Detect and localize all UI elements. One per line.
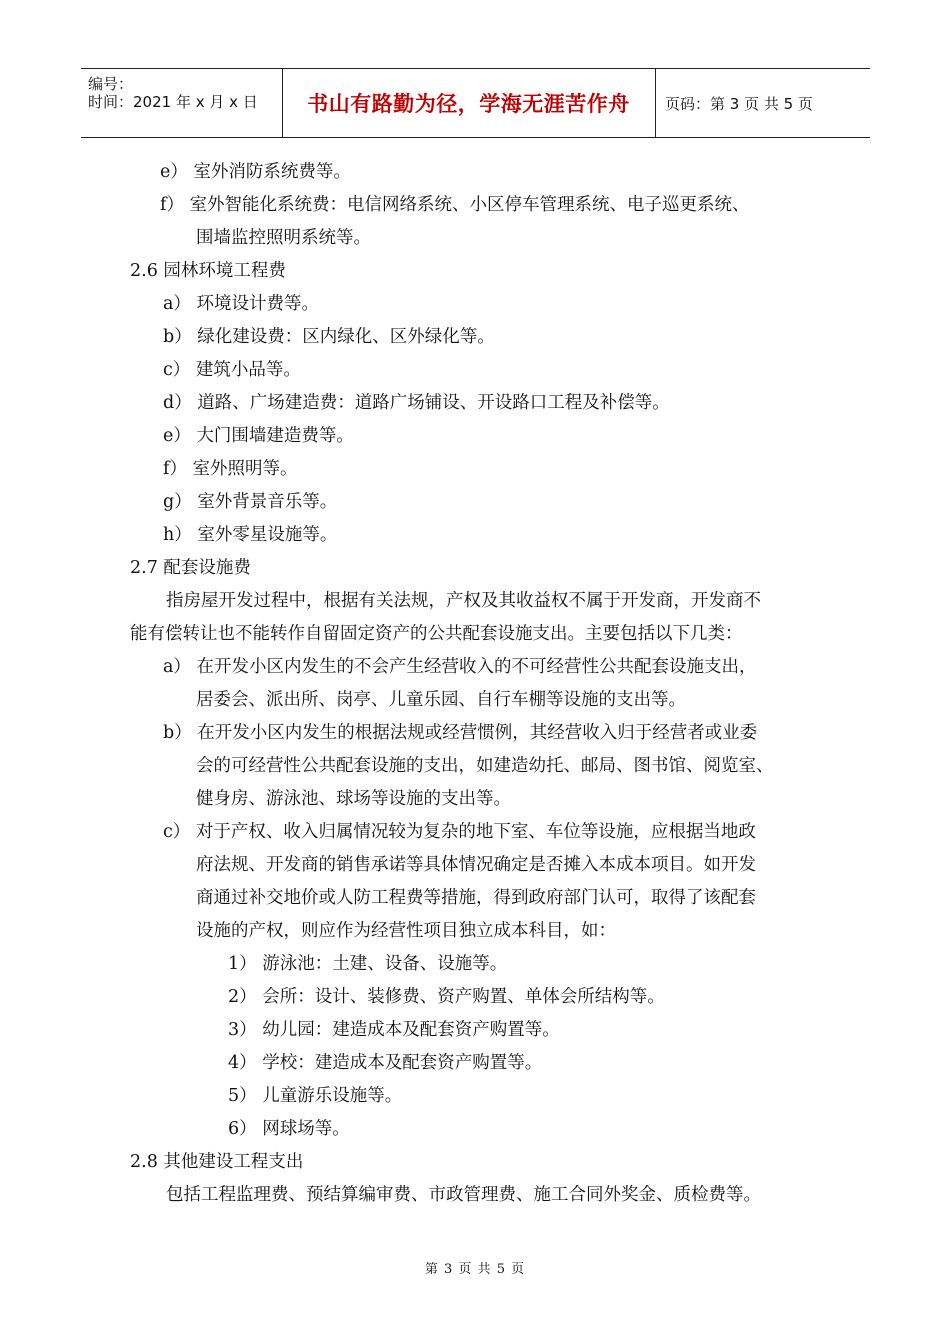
list-item-continuation: 商通过补交地价或人防工程费等措施，得到政府部门认可，取得了该配套 [196, 888, 756, 908]
list-item: h） 室外零星设施等。 [163, 525, 338, 545]
paragraph-line: 指房屋开发过程中，根据有关法规，产权及其收益权不属于开发商，开发商不 [166, 591, 761, 611]
list-item-continuation: 围墙监控照明系统等。 [196, 228, 371, 248]
sub-list-item: 2） 会所：设计、装修费、资产购置、单体会所结构等。 [228, 987, 665, 1007]
sub-list-item: 6） 网球场等。 [228, 1119, 350, 1139]
header-page-number: 页码：第 3 页 共 5 页 [665, 94, 813, 113]
paragraph-line: 包括工程监理费、预结算编审费、市政管理费、施工合同外奖金、质检费等。 [166, 1185, 761, 1205]
list-item-continuation: 会的可经营性公共配套设施的支出，如建造幼托、邮局、图书馆、阅览室、 [196, 756, 774, 776]
list-item-continuation: 设施的产权，则应作为经营性项目独立成本科目，如： [196, 921, 616, 941]
header-motto-cell [282, 69, 656, 137]
list-item: f） 室外智能化系统费：电信网络系统、小区停车管理系统、电子巡更系统、 [160, 195, 750, 215]
sub-list-item: 1） 游泳池：土建、设备、设施等。 [228, 954, 508, 974]
header-motto: 书山有路勤为径，学海无涯苦作舟 [307, 92, 630, 116]
list-item-continuation: 居委会、派出所、岗亭、儿童乐园、自行车棚等设施的支出等。 [196, 690, 686, 710]
header-page-cell [655, 69, 870, 137]
section-heading: 2.7 配套设施费 [130, 558, 251, 578]
section-heading: 2.6 园林环境工程费 [130, 261, 286, 281]
list-item-continuation: 府法规、开发商的销售承诺等具体情况确定是否摊入本成本项目。如开发 [196, 855, 756, 875]
section-heading: 2.8 其他建设工程支出 [130, 1152, 304, 1172]
page-header [81, 68, 870, 138]
list-item: d） 道路、广场建造费：道路广场铺设、开设路口工程及补偿等。 [163, 393, 670, 413]
list-item: b） 绿化建设费：区内绿化、区外绿化等。 [163, 327, 495, 347]
page-footer: 第 3 页 共 5 页 [424, 1262, 526, 1277]
list-item: a） 环境设计费等。 [163, 294, 319, 314]
sub-list-item: 3） 幼儿园：建造成本及配套资产购置等。 [228, 1020, 560, 1040]
list-item: c） 对于产权、收入归属情况较为复杂的地下室、车位等设施，应根据当地政 [163, 822, 756, 842]
sub-list-item: 4） 学校：建造成本及配套资产购置等。 [228, 1053, 543, 1073]
list-item: e） 室外消防系统费等。 [160, 162, 351, 182]
document-date-label: 时间：2021 年 x 月 x 日 [88, 93, 258, 111]
header-info-cell [81, 69, 283, 137]
list-item: g） 室外背景音乐等。 [163, 492, 338, 512]
list-item: e） 大门围墙建造费等。 [163, 426, 354, 446]
list-item: a） 在开发小区内发生的不会产生经营收入的不可经营性公共配套设施支出， [163, 657, 757, 677]
list-item: c） 建筑小品等。 [163, 360, 301, 380]
list-item: b） 在开发小区内发生的根据法规或经营惯例，其经营收入归于经营者或业委 [163, 723, 758, 743]
paragraph-line: 能有偿转让也不能转作自留固定资产的公共配套设施支出。主要包括以下几类： [130, 624, 743, 644]
document-number-label: 编号： [88, 75, 134, 93]
sub-list-item: 5） 儿童游乐设施等。 [228, 1086, 403, 1106]
list-item: f） 室外照明等。 [163, 459, 298, 479]
list-item-continuation: 健身房、游泳池、球场等设施的支出等。 [196, 789, 511, 809]
